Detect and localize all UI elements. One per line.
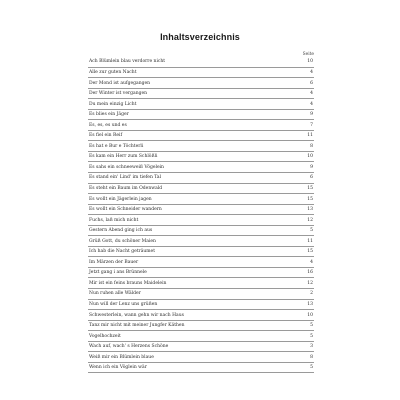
toc-entry-page: 4 [310,91,313,97]
toc-entry-title: Du mein einzig Licht [89,101,137,107]
toc-entry [88,152,314,163]
toc-entry-page: 4 [310,101,313,107]
toc-entry-title: Es fiel ein Reif [89,133,123,139]
toc-entry-page: 5 [310,228,313,234]
toc-entry-page: 4 [310,259,313,265]
toc-entry-page: 9 [310,112,313,118]
toc-entry [88,215,314,226]
toc-entry-page: 10 [307,312,313,318]
toc-entry [88,120,314,131]
toc-entry-title: Der Mond ist aufgegangen [89,80,151,86]
toc-entry [88,184,314,195]
toc-entry-page: 8 [310,354,313,360]
toc-entry-page: 6 [310,175,313,181]
toc-entry [88,331,314,342]
toc-entry [88,162,314,173]
toc-entry [88,194,314,205]
toc-entry-title: Es steht ein Baum im Odenwald [89,186,163,192]
toc-entry-page: 15 [307,186,313,192]
toc-entry [88,68,314,79]
toc-list [88,57,314,373]
toc-entry-page: 10 [307,154,313,160]
toc-entry [88,289,314,300]
toc-entry-title: Es wollt ein Schneider wandern [89,207,162,213]
toc-entry-title: Schwesterlein, wann gehn wir nach Haus [89,312,184,318]
toc-entry-page: 5 [310,323,313,329]
toc-entry [88,141,314,152]
toc-entry [88,321,314,332]
toc-entry-title: Es hat e Bur e Töchterli [89,143,144,149]
toc-entry [88,342,314,353]
toc-entry-title: Es sahs ein schneeweiß Vögelein [89,164,164,170]
toc-entry-title: Jetzt gang i ans Brünnele [89,270,147,276]
toc-entry-title: Ach Blümlein blau verdorre nicht [89,59,166,65]
toc-entry [88,99,314,110]
page-column-header: Seite [302,52,314,57]
toc-entry-title: Es kam ein Herr zum Schlößli [89,154,158,160]
toc-entry [88,110,314,121]
toc-entry-page: 15 [307,249,313,255]
toc-entry-title: Alle zur guten Nacht [89,70,137,75]
toc-entry-page: 8 [310,143,313,149]
toc-entry-page: 2 [310,291,313,297]
toc-entry-title: Weiß mir ein Blümlein blaue [89,354,154,360]
toc-entry-title: Es stand ein' Lind' im tiefen Tal [89,175,162,181]
toc-entry-title: Es blies ein Jäger [89,112,129,118]
toc-entry-title: Ich hab die Nacht geträumet [89,249,156,255]
toc-entry-title: Tanz mir nicht mit meiner Jungfer Käthen [89,323,185,329]
toc-entry-page: 13 [307,302,313,308]
toc-entry [88,226,314,237]
toc-entry-page: 9 [310,164,313,170]
toc-entry-title: Gestern Abend ging ich aus [89,228,153,234]
toc-entry-title: Nun will der Lenz uns grüßen [89,302,158,308]
toc-entry-title: Wenn ich ein Vöglein wär [89,365,147,371]
toc-entry [88,131,314,142]
toc-entry-title: Nun ruhen alle Wälder [89,291,141,297]
toc-entry-page: 5 [310,365,313,371]
toc-entry [88,257,314,268]
toc-entry [88,205,314,216]
toc-entry-title: Fuchs, laß mich nicht [89,217,139,223]
toc-entry [88,278,314,289]
page-title: Inhaltsverzeichnis [160,32,240,42]
toc-entry [88,57,314,68]
toc-entry-page: 4 [310,70,313,75]
toc-entry-page: 7 [310,122,313,128]
toc-entry [88,352,314,363]
toc-entry [88,236,314,247]
toc-entry-page: 10 [307,59,313,65]
toc-entry-page: 12 [307,217,313,223]
toc-entry-title: Wach auf, wach' s Herzens Schöne [89,344,169,350]
toc-entry-page: 16 [307,270,313,276]
toc-entry [88,363,314,374]
toc-entry-page: 12 [307,280,313,286]
toc-entry [88,268,314,279]
toc-entry-page: 5 [310,333,313,339]
toc-entry [88,247,314,258]
toc-entry [88,300,314,311]
toc-entry-title: Im Märzen der Bauer [89,259,139,265]
toc-entry-page: 6 [310,80,313,86]
toc-entry-page: 11 [307,133,313,139]
toc-entry [88,173,314,184]
toc-entry-title: Grüß Gott, du schöner Maien [89,238,156,244]
toc-entry-title: Der Winter ist vergangen [89,91,148,97]
toc-entry [88,89,314,100]
toc-entry-title: Mir ist ein feins brauns Maidelein [89,280,167,286]
toc-entry [88,310,314,321]
toc-entry-title: Vogelhochzeit [89,333,121,339]
toc-entry-page: 13 [307,207,313,213]
toc-entry [88,78,314,89]
toc-entry-page: 11 [307,238,313,244]
toc-entry-title: Es wollt ein Jägerlein jagen [89,196,152,202]
toc-entry-page: 15 [307,196,313,202]
toc-entry-title: Es, es, es und es [89,122,127,128]
toc-entry-page: 3 [310,344,313,350]
